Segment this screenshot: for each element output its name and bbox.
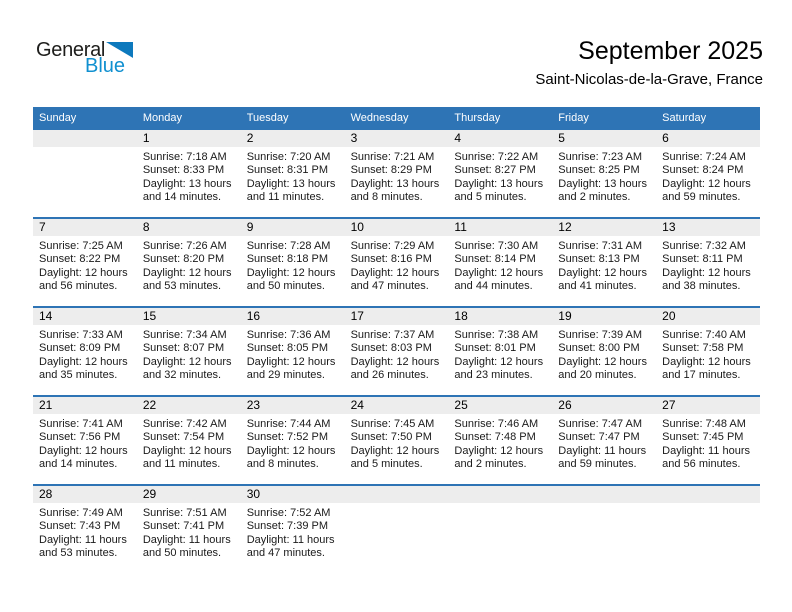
daylight-text: Daylight: 12 hours and 20 minutes. xyxy=(558,355,647,382)
day-cell xyxy=(241,130,345,217)
day-number xyxy=(33,130,137,147)
day-cell xyxy=(137,397,241,484)
day-number: 7 xyxy=(33,219,137,236)
day-number: 11 xyxy=(448,219,552,236)
day-info xyxy=(137,147,241,205)
sunset-text: Sunset: 7:39 PM xyxy=(246,520,329,533)
day-cell xyxy=(448,308,552,395)
day-number: 6 xyxy=(656,130,760,147)
day-cell xyxy=(33,486,137,573)
daylight-text: Daylight: 12 hours and 14 minutes. xyxy=(39,444,128,471)
day-info xyxy=(241,503,345,561)
day-number: 4 xyxy=(448,130,552,147)
day-number: 5 xyxy=(552,130,656,147)
sunset-text: Sunset: 8:07 PM xyxy=(142,342,225,355)
week-row xyxy=(33,306,760,395)
sunrise-text: Sunrise: 7:28 AM xyxy=(246,240,331,252)
day-cell xyxy=(448,130,552,217)
sunset-text: Sunset: 8:00 PM xyxy=(558,342,640,355)
title-block xyxy=(535,36,763,89)
daylight-text: Daylight: 12 hours and 56 minutes. xyxy=(39,266,128,293)
daylight-text: Daylight: 13 hours and 5 minutes. xyxy=(454,177,544,204)
daylight-text: Daylight: 12 hours and 11 minutes. xyxy=(142,444,232,471)
daylight-text: Daylight: 12 hours and 17 minutes. xyxy=(662,355,751,382)
day-info xyxy=(552,325,656,383)
sunrise-text: Sunrise: 7:31 AM xyxy=(558,240,643,252)
day-number: 17 xyxy=(345,308,449,325)
day-number: 26 xyxy=(552,397,656,414)
day-info xyxy=(448,325,552,383)
day-number: 20 xyxy=(656,308,760,325)
day-cell xyxy=(345,486,449,573)
sunrise-text: Sunrise: 7:22 AM xyxy=(454,151,539,163)
sunset-text: Sunset: 7:58 PM xyxy=(662,342,744,355)
day-number: 8 xyxy=(137,219,241,236)
day-cell xyxy=(656,219,760,306)
sunrise-text: Sunrise: 7:23 AM xyxy=(558,151,643,163)
weekday-header: Sunday xyxy=(39,111,77,124)
sunrise-text: Sunrise: 7:44 AM xyxy=(246,418,331,430)
page-title: September 2025 xyxy=(578,37,763,65)
sunset-text: Sunset: 7:45 PM xyxy=(662,431,744,444)
sunrise-text: Sunrise: 7:33 AM xyxy=(39,329,123,341)
sunset-text: Sunset: 7:43 PM xyxy=(39,520,121,533)
sunset-text: Sunset: 8:24 PM xyxy=(662,164,744,177)
day-number: 15 xyxy=(137,308,241,325)
day-number: 28 xyxy=(33,486,137,503)
page-subtitle: Saint-Nicolas-de-la-Grave, France xyxy=(535,71,763,88)
day-info xyxy=(656,325,760,383)
daylight-text: Daylight: 13 hours and 14 minutes. xyxy=(142,177,232,204)
daylight-text: Daylight: 11 hours and 59 minutes. xyxy=(558,444,647,471)
day-info xyxy=(137,236,241,294)
day-cell xyxy=(33,308,137,395)
day-info xyxy=(137,414,241,472)
day-cell xyxy=(552,219,656,306)
day-cell xyxy=(137,486,241,573)
sunrise-text: Sunrise: 7:36 AM xyxy=(246,329,331,341)
sunrise-text: Sunrise: 7:29 AM xyxy=(350,240,435,252)
daylight-text: Daylight: 12 hours and 47 minutes. xyxy=(350,266,440,293)
daylight-text: Daylight: 12 hours and 41 minutes. xyxy=(558,266,647,293)
day-info xyxy=(552,414,656,472)
weekday-header: Wednesday xyxy=(350,111,409,124)
week-row xyxy=(33,395,760,484)
day-info xyxy=(448,414,552,472)
day-number: 23 xyxy=(241,397,345,414)
day-info xyxy=(241,147,345,205)
sunrise-text: Sunrise: 7:46 AM xyxy=(454,418,539,430)
sunrise-text: Sunrise: 7:51 AM xyxy=(142,507,227,519)
sunset-text: Sunset: 7:48 PM xyxy=(454,431,536,444)
day-number xyxy=(345,486,449,503)
daylight-text: Daylight: 13 hours and 11 minutes. xyxy=(246,177,336,204)
day-cell xyxy=(241,219,345,306)
sunset-text: Sunset: 8:05 PM xyxy=(246,342,329,355)
sunset-text: Sunset: 8:11 PM xyxy=(662,253,743,266)
day-info xyxy=(345,236,449,294)
day-cell xyxy=(656,308,760,395)
day-cell xyxy=(33,397,137,484)
sunrise-text: Sunrise: 7:25 AM xyxy=(39,240,123,252)
daylight-text: Daylight: 12 hours and 35 minutes. xyxy=(39,355,128,382)
day-info xyxy=(137,325,241,383)
daylight-text: Daylight: 13 hours and 2 minutes. xyxy=(558,177,647,204)
weekday-header: Friday xyxy=(558,111,589,124)
sunset-text: Sunset: 7:52 PM xyxy=(246,431,329,444)
daylight-text: Daylight: 11 hours and 53 minutes. xyxy=(39,533,127,560)
day-number: 22 xyxy=(137,397,241,414)
sunrise-text: Sunrise: 7:38 AM xyxy=(454,329,539,341)
day-number: 1 xyxy=(137,130,241,147)
day-info xyxy=(656,414,760,472)
day-info xyxy=(552,147,656,205)
day-number: 3 xyxy=(345,130,449,147)
calendar xyxy=(33,107,760,573)
sunrise-text: Sunrise: 7:40 AM xyxy=(662,329,746,341)
daylight-text: Daylight: 12 hours and 8 minutes. xyxy=(246,444,336,471)
day-number: 9 xyxy=(241,219,345,236)
daylight-text: Daylight: 11 hours and 47 minutes. xyxy=(246,533,335,560)
day-cell xyxy=(656,486,760,573)
daylight-text: Daylight: 12 hours and 5 minutes. xyxy=(350,444,440,471)
week-row xyxy=(33,484,760,573)
day-cell xyxy=(137,308,241,395)
daylight-text: Daylight: 12 hours and 59 minutes. xyxy=(662,177,751,204)
day-number: 24 xyxy=(345,397,449,414)
daylight-text: Daylight: 12 hours and 29 minutes. xyxy=(246,355,336,382)
daylight-text: Daylight: 11 hours and 50 minutes. xyxy=(142,533,231,560)
day-info xyxy=(33,414,137,472)
day-number xyxy=(656,486,760,503)
weekday-header: Thursday xyxy=(454,111,501,124)
day-info xyxy=(345,325,449,383)
day-number: 21 xyxy=(33,397,137,414)
logo-text-general: General xyxy=(36,39,106,61)
sunset-text: Sunset: 7:54 PM xyxy=(142,431,225,444)
sunset-text: Sunset: 8:14 PM xyxy=(454,253,536,266)
sunrise-text: Sunrise: 7:45 AM xyxy=(350,418,435,430)
day-cell xyxy=(656,397,760,484)
sunset-text: Sunset: 8:01 PM xyxy=(454,342,536,355)
day-cell xyxy=(448,397,552,484)
weekday-header: Tuesday xyxy=(246,111,289,124)
day-cell xyxy=(552,397,656,484)
week-row xyxy=(33,128,760,217)
day-info xyxy=(552,236,656,294)
sunset-text: Sunset: 8:18 PM xyxy=(246,253,329,266)
sunset-text: Sunset: 7:41 PM xyxy=(142,520,225,533)
day-cell xyxy=(552,308,656,395)
day-cell xyxy=(241,397,345,484)
calendar-grid xyxy=(33,128,760,573)
weekday-header-row xyxy=(33,107,760,128)
sunrise-text: Sunrise: 7:52 AM xyxy=(246,507,331,519)
sunrise-text: Sunrise: 7:37 AM xyxy=(350,329,435,341)
day-number: 27 xyxy=(656,397,760,414)
sunrise-text: Sunrise: 7:30 AM xyxy=(454,240,539,252)
sunrise-text: Sunrise: 7:41 AM xyxy=(39,418,123,430)
sunrise-text: Sunrise: 7:39 AM xyxy=(558,329,643,341)
day-info xyxy=(448,236,552,294)
sunset-text: Sunset: 7:56 PM xyxy=(39,431,121,444)
day-info xyxy=(33,236,137,294)
day-cell xyxy=(33,130,137,217)
sunrise-text: Sunrise: 7:42 AM xyxy=(142,418,227,430)
weekday-header: Monday xyxy=(142,111,182,124)
day-cell xyxy=(241,308,345,395)
day-info xyxy=(656,236,760,294)
daylight-text: Daylight: 12 hours and 26 minutes. xyxy=(350,355,440,382)
sunset-text: Sunset: 8:31 PM xyxy=(246,164,329,177)
daylight-text: Daylight: 12 hours and 2 minutes. xyxy=(454,444,544,471)
sunset-text: Sunset: 8:27 PM xyxy=(454,164,536,177)
sunset-text: Sunset: 8:22 PM xyxy=(39,253,121,266)
day-number: 25 xyxy=(448,397,552,414)
sunrise-text: Sunrise: 7:18 AM xyxy=(142,151,227,163)
day-cell xyxy=(137,130,241,217)
day-cell xyxy=(345,219,449,306)
sunset-text: Sunset: 8:13 PM xyxy=(558,253,640,266)
day-info xyxy=(241,325,345,383)
day-number: 12 xyxy=(552,219,656,236)
day-cell xyxy=(33,219,137,306)
day-number xyxy=(552,486,656,503)
sunset-text: Sunset: 7:47 PM xyxy=(558,431,640,444)
sunset-text: Sunset: 8:33 PM xyxy=(142,164,225,177)
day-cell xyxy=(345,130,449,217)
sunset-text: Sunset: 8:29 PM xyxy=(350,164,432,177)
day-cell xyxy=(137,219,241,306)
sunrise-text: Sunrise: 7:48 AM xyxy=(662,418,746,430)
daylight-text: Daylight: 12 hours and 44 minutes. xyxy=(454,266,544,293)
day-cell xyxy=(448,219,552,306)
day-cell xyxy=(448,486,552,573)
day-info xyxy=(345,147,449,205)
weekday-header: Saturday xyxy=(662,111,707,124)
day-number: 29 xyxy=(137,486,241,503)
day-number: 10 xyxy=(345,219,449,236)
day-cell xyxy=(241,486,345,573)
day-info xyxy=(137,503,241,561)
logo-text-blue: Blue xyxy=(85,55,126,77)
sunrise-text: Sunrise: 7:24 AM xyxy=(662,151,746,163)
day-number xyxy=(448,486,552,503)
day-number: 19 xyxy=(552,308,656,325)
day-info xyxy=(448,147,552,205)
sunset-text: Sunset: 8:20 PM xyxy=(142,253,225,266)
daylight-text: Daylight: 12 hours and 32 minutes. xyxy=(142,355,232,382)
day-number: 18 xyxy=(448,308,552,325)
sunset-text: Sunset: 8:25 PM xyxy=(558,164,640,177)
daylight-text: Daylight: 11 hours and 56 minutes. xyxy=(662,444,750,471)
day-number: 13 xyxy=(656,219,760,236)
day-info xyxy=(33,503,137,561)
day-number: 14 xyxy=(33,308,137,325)
daylight-text: Daylight: 12 hours and 53 minutes. xyxy=(142,266,232,293)
day-cell xyxy=(552,486,656,573)
daylight-text: Daylight: 12 hours and 50 minutes. xyxy=(246,266,336,293)
sunset-text: Sunset: 8:03 PM xyxy=(350,342,432,355)
sunrise-text: Sunrise: 7:34 AM xyxy=(142,329,227,341)
day-info xyxy=(345,414,449,472)
general-blue-logo xyxy=(36,40,133,76)
sunset-text: Sunset: 7:50 PM xyxy=(350,431,432,444)
day-cell xyxy=(345,308,449,395)
day-cell xyxy=(656,130,760,217)
day-number: 2 xyxy=(241,130,345,147)
sunrise-text: Sunrise: 7:20 AM xyxy=(246,151,331,163)
daylight-text: Daylight: 12 hours and 38 minutes. xyxy=(662,266,751,293)
daylight-text: Daylight: 12 hours and 23 minutes. xyxy=(454,355,544,382)
day-cell xyxy=(345,397,449,484)
week-row xyxy=(33,217,760,306)
day-number: 30 xyxy=(241,486,345,503)
day-cell xyxy=(552,130,656,217)
sunrise-text: Sunrise: 7:47 AM xyxy=(558,418,643,430)
sunrise-text: Sunrise: 7:26 AM xyxy=(142,240,227,252)
day-number: 16 xyxy=(241,308,345,325)
sunrise-text: Sunrise: 7:49 AM xyxy=(39,507,123,519)
sunrise-text: Sunrise: 7:21 AM xyxy=(350,151,435,163)
sunset-text: Sunset: 8:16 PM xyxy=(350,253,432,266)
day-info xyxy=(241,236,345,294)
sunrise-text: Sunrise: 7:32 AM xyxy=(662,240,746,252)
daylight-text: Daylight: 13 hours and 8 minutes. xyxy=(350,177,440,204)
day-info xyxy=(241,414,345,472)
day-info xyxy=(33,325,137,383)
sunset-text: Sunset: 8:09 PM xyxy=(39,342,121,355)
day-info xyxy=(656,147,760,205)
